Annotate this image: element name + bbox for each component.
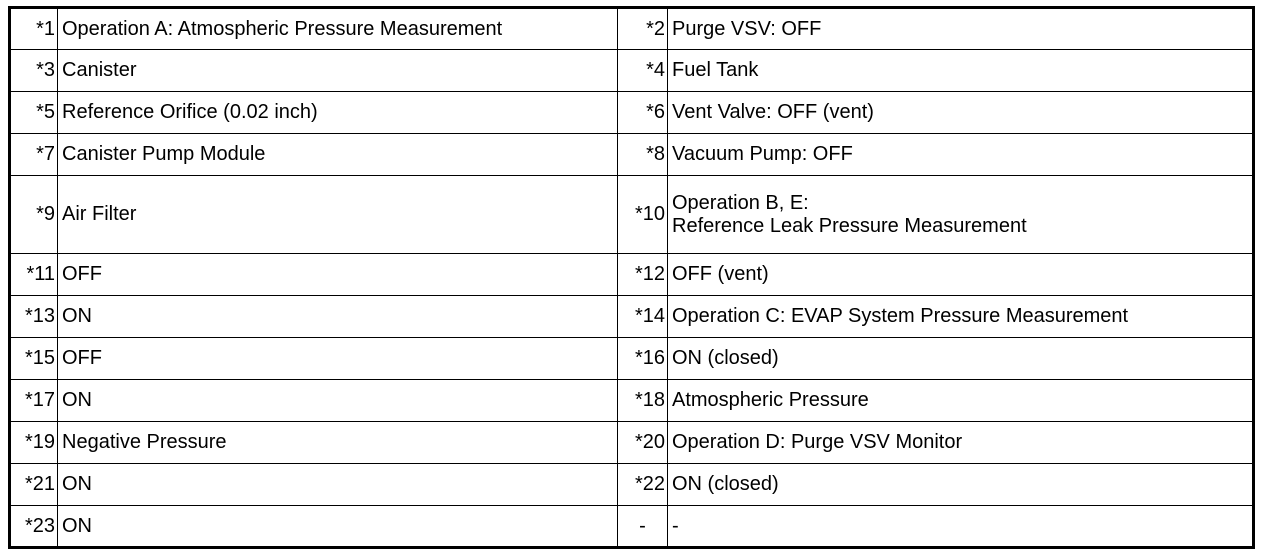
callout-description: ON [58,380,618,422]
callout-number: *3 [10,50,58,92]
callout-number: *21 [10,464,58,506]
callout-description: Negative Pressure [58,422,618,464]
callout-description: Purge VSV: OFF [668,8,1254,50]
callout-number: *16 [618,338,668,380]
callout-description: OFF [58,254,618,296]
callout-description: Fuel Tank [668,50,1254,92]
callout-number: *22 [618,464,668,506]
callout-description: Operation B, E: Reference Leak Pressure Measurement [668,176,1254,254]
callout-number: *10 [618,176,668,254]
callout-description: ON [58,296,618,338]
callout-description: Atmospheric Pressure [668,380,1254,422]
callout-description: Canister Pump Module [58,134,618,176]
callout-description: Reference Orifice (0.02 inch) [58,92,618,134]
callout-description: OFF (vent) [668,254,1254,296]
callout-number: *13 [10,296,58,338]
callout-number: - [618,506,668,548]
table-row [10,8,1254,50]
callout-number: *17 [10,380,58,422]
callout-number: *6 [618,92,668,134]
callout-description: Operation A: Atmospheric Pressure Measurement [58,8,618,50]
table-row [10,380,1254,422]
table-row [10,464,1254,506]
table-row [10,338,1254,380]
callout-description: ON (closed) [668,464,1254,506]
callout-number: *20 [618,422,668,464]
callout-number: *7 [10,134,58,176]
callout-description: ON (closed) [668,338,1254,380]
callout-description: Operation C: EVAP System Pressure Measurement [668,296,1254,338]
callout-description: Canister [58,50,618,92]
callout-number: *14 [618,296,668,338]
callout-description: - [668,506,1254,548]
callout-number: *19 [10,422,58,464]
table-row [10,50,1254,92]
table-row [10,296,1254,338]
callout-number: *23 [10,506,58,548]
callout-number: *11 [10,254,58,296]
callout-number: *8 [618,134,668,176]
callout-description: Vacuum Pump: OFF [668,134,1254,176]
callout-number: *1 [10,8,58,50]
callout-number: *2 [618,8,668,50]
callout-number: *12 [618,254,668,296]
legend-table [8,6,1255,549]
callout-description: ON [58,506,618,548]
callout-description: OFF [58,338,618,380]
callout-description: Air Filter [58,176,618,254]
callout-number: *4 [618,50,668,92]
callout-description: ON [58,464,618,506]
callout-description: Vent Valve: OFF (vent) [668,92,1254,134]
table-row [10,92,1254,134]
table-row [10,134,1254,176]
callout-number: *5 [10,92,58,134]
table-row [10,506,1254,548]
callout-number: *15 [10,338,58,380]
table-row [10,422,1254,464]
table-row [10,254,1254,296]
callout-description: Operation D: Purge VSV Monitor [668,422,1254,464]
callout-number: *9 [10,176,58,254]
callout-number: *18 [618,380,668,422]
table-row [10,176,1254,254]
